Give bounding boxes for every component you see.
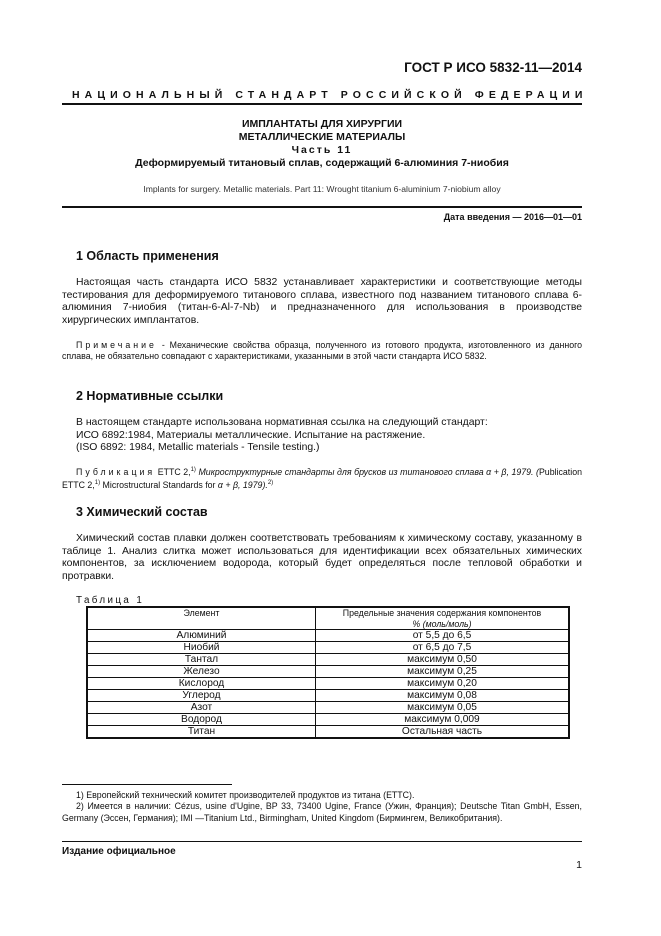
column-header: Элемент <box>87 607 316 630</box>
element-cell: Алюминий <box>87 630 316 642</box>
limit-cell: Остальная часть <box>316 726 570 739</box>
note-label: Примечание <box>76 340 157 350</box>
text-line: В настоящем стандарте использована нормативная ссылка на следующий стандарт: <box>76 417 488 428</box>
table-header-row <box>87 607 569 630</box>
limit-cell: максимум 0,05 <box>316 702 570 714</box>
section-heading: 2 Нормативные ссылки <box>76 389 224 403</box>
element-cell: Азот <box>87 702 316 714</box>
table-row <box>87 702 569 714</box>
footnote-ref: 1) <box>94 479 101 486</box>
note-text: - Механические свойства образца, полученного из готового продукта, изготовленного из данного сплава, не обязательно совпадают с характеристиками, указанными в этой части стандарта ИСО 5832. <box>62 340 582 361</box>
table-row <box>87 666 569 678</box>
limit-cell: максимум 0,50 <box>316 654 570 666</box>
note-label: Публикация <box>76 466 156 477</box>
element-cell: Водород <box>87 714 316 726</box>
divider <box>62 103 582 105</box>
limit-cell: от 6,5 до 7,5 <box>316 642 570 654</box>
table-row <box>87 690 569 702</box>
publication-note <box>62 465 582 491</box>
table-row <box>87 630 569 642</box>
header-text: Предельные значения содержания компонентов <box>342 608 542 618</box>
limit-cell: от 5,5 до 6,5 <box>316 630 570 642</box>
limit-cell: максимум 0,08 <box>316 690 570 702</box>
footnote: 1) Европейский технический комитет производителей продуктов из титана (ETTC). <box>76 790 415 800</box>
paragraph <box>62 417 582 455</box>
limit-cell: максимум 0,009 <box>316 714 570 726</box>
text-line: ИСО 6892:1984, Материалы металлические. Испытание на растяжение. <box>76 429 426 441</box>
footnote-ref: 2) <box>267 479 274 486</box>
element-cell: Тантал <box>87 654 316 666</box>
divider <box>62 206 582 208</box>
table-row <box>87 654 569 666</box>
text: Microstructural Standards for <box>100 479 218 490</box>
section-heading: 3 Химический состав <box>76 505 208 519</box>
official-edition: Издание официальное <box>62 846 176 857</box>
table-row <box>87 642 569 654</box>
element-cell: Титан <box>87 726 316 739</box>
paragraph: Настоящая часть стандарта ИСО 5832 устанавливает характеристики и соответствующие методы тестирования для деформируемого титанового сплава, известного под названием титанового сплава 6-алюминия 7-ниобия (титан-6-Al-7-Nb) и предназначенного для использования в производстве хирургических имплантатов. <box>62 277 582 326</box>
element-cell: Ниобий <box>87 642 316 654</box>
standard-code: ГОСТ Р ИСО 5832-11—2014 <box>404 60 582 75</box>
note <box>62 340 582 362</box>
footnotes <box>62 790 582 824</box>
text: α + β, 1979). <box>217 479 268 490</box>
title-part: Часть 11 <box>291 144 353 156</box>
paragraph: Химический состав плавки должен соответствовать требованиям к химическому составу, указанному в таблице 1. Анализ слитка может использоваться для идентификации всех обязательных химических компонентов, за исключением водорода, который будет определяться после тепловой обработки и протравки. <box>62 533 582 582</box>
effective-date: Дата введения — 2016—01—01 <box>443 212 582 222</box>
text: Микроструктурные стандарты для брусков из титанового сплава α + β, 1979. ( <box>195 466 539 477</box>
limit-cell: максимум 0,25 <box>316 666 570 678</box>
section-heading: 1 Область применения <box>76 249 219 263</box>
text: ETTC 2, <box>155 466 191 477</box>
footnote-ref: 1) <box>190 467 196 473</box>
title-line: ИМПЛАНТАТЫ ДЛЯ ХИРУРГИИ <box>241 118 403 130</box>
national-standard-banner: НАЦИОНАЛЬНЫЙ СТАНДАРТ РОССИЙСКОЙ ФЕДЕРАЦИИ <box>72 89 588 101</box>
element-cell: Железо <box>87 666 316 678</box>
footnote: 2) Имеется в наличии: Cézus, usine d'Ugine, BP 33, 73400 Ugine, France (Ужин, Франция); Deutsche Titan GmbH, Essen, Germany (Эссен, Германия); IMI —Titanium Ltd., Birmingham, United Kingdom (Бирмингем, Великобритания). <box>62 801 582 823</box>
document-title <box>62 118 582 170</box>
table-row <box>87 726 569 739</box>
table-row <box>87 678 569 690</box>
text: Publication ETTC 2, <box>62 466 582 490</box>
footnote-divider <box>62 784 232 785</box>
table-caption: Таблица 1 <box>76 595 145 606</box>
table-row <box>87 714 569 726</box>
title-subtitle: Деформируемый титановый сплав, содержащий 6-алюминия 7-ниобия <box>135 157 509 169</box>
english-title: Implants for surgery. Metallic materials. Part 11: Wrought titanium 6-aluminium 7-niobium alloy <box>143 184 501 194</box>
limit-cell: максимум 0,20 <box>316 678 570 690</box>
element-cell: Углерод <box>87 690 316 702</box>
title-line: МЕТАЛЛИЧЕСКИЕ МАТЕРИАЛЫ <box>238 131 406 143</box>
element-cell: Кислород <box>87 678 316 690</box>
page-number: 1 <box>576 859 582 871</box>
divider <box>62 841 582 842</box>
column-header <box>316 607 570 630</box>
composition-table <box>86 606 570 739</box>
text-line: (ISO 6892: 1984, Metallic materials - Tensile testing.) <box>76 442 320 454</box>
header-unit: % (моль/моль) <box>412 618 472 629</box>
